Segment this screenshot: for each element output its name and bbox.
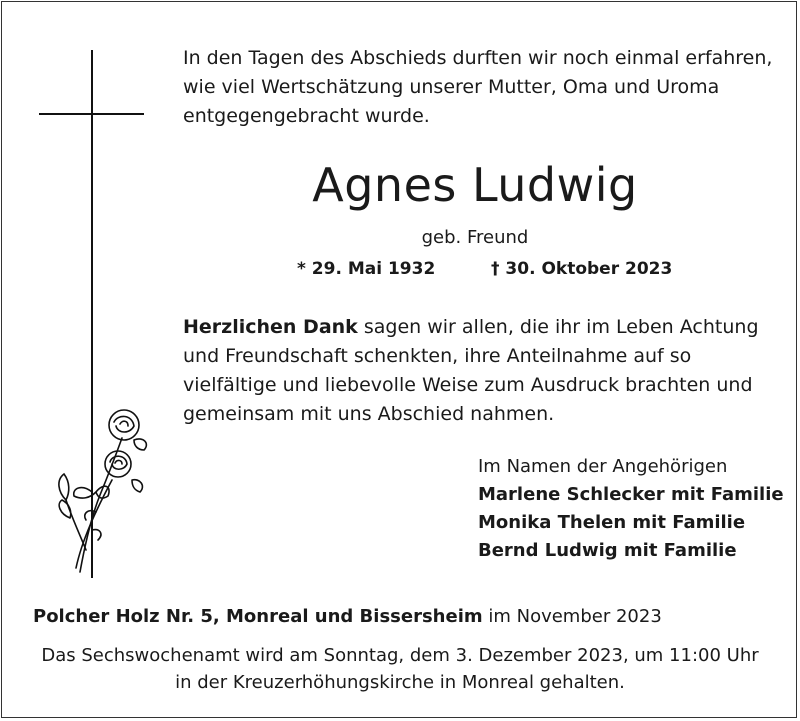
thanks-line: [183, 313, 783, 342]
place-line: [33, 606, 662, 627]
family-member: Bernd Ludwig mit Familie: [478, 540, 737, 561]
intro-line: entgegengebracht wurde.: [183, 105, 430, 127]
thanks-line: vielfältige und liebevolle Weise zum Ausdruck brachten und: [183, 374, 753, 396]
intro-line: In den Tagen des Abschieds durften wir noch einmal erfahren,: [183, 47, 773, 69]
birth-name: geb. Freund: [421, 227, 529, 248]
roses-icon: [52, 400, 152, 575]
death-date: † 30. Oktober 2023: [491, 259, 673, 279]
thanks-lead: Herzlichen Dank: [183, 316, 358, 338]
family-member: Monika Thelen mit Familie: [478, 512, 746, 533]
thanks-line-rest: sagen wir allen, die ihr im Leben Achtung: [357, 316, 759, 338]
place-date: im November 2023: [482, 606, 662, 627]
thanks-line: und Freundschaft schenkten, ihre Anteilnahme auf so: [183, 345, 692, 367]
service-line: in der Kreuzerhöhungskirche in Monreal gehalten.: [175, 672, 625, 693]
service-notice: [0, 642, 800, 696]
thanks-line: gemeinsam mit uns Abschied nahmen.: [183, 403, 555, 425]
place-address: Polcher Holz Nr. 5, Monreal und Bissersheim: [33, 606, 483, 627]
service-line: Das Sechswochenamt wird am Sonntag, dem 3. Dezember 2023, um 11:00 Uhr: [41, 645, 759, 666]
intro-text: [183, 44, 783, 131]
thanks-text: [183, 313, 783, 429]
family-member: Marlene Schlecker mit Familie: [478, 484, 784, 505]
birth-date: * 29. Mai 1932: [297, 259, 436, 279]
deceased-name: Agnes Ludwig: [312, 158, 638, 212]
family-heading: Im Namen der Angehörigen: [478, 456, 728, 477]
family-block: [478, 453, 788, 565]
intro-line: wie viel Wertschätzung unserer Mutter, Oma und Uroma: [183, 76, 720, 98]
